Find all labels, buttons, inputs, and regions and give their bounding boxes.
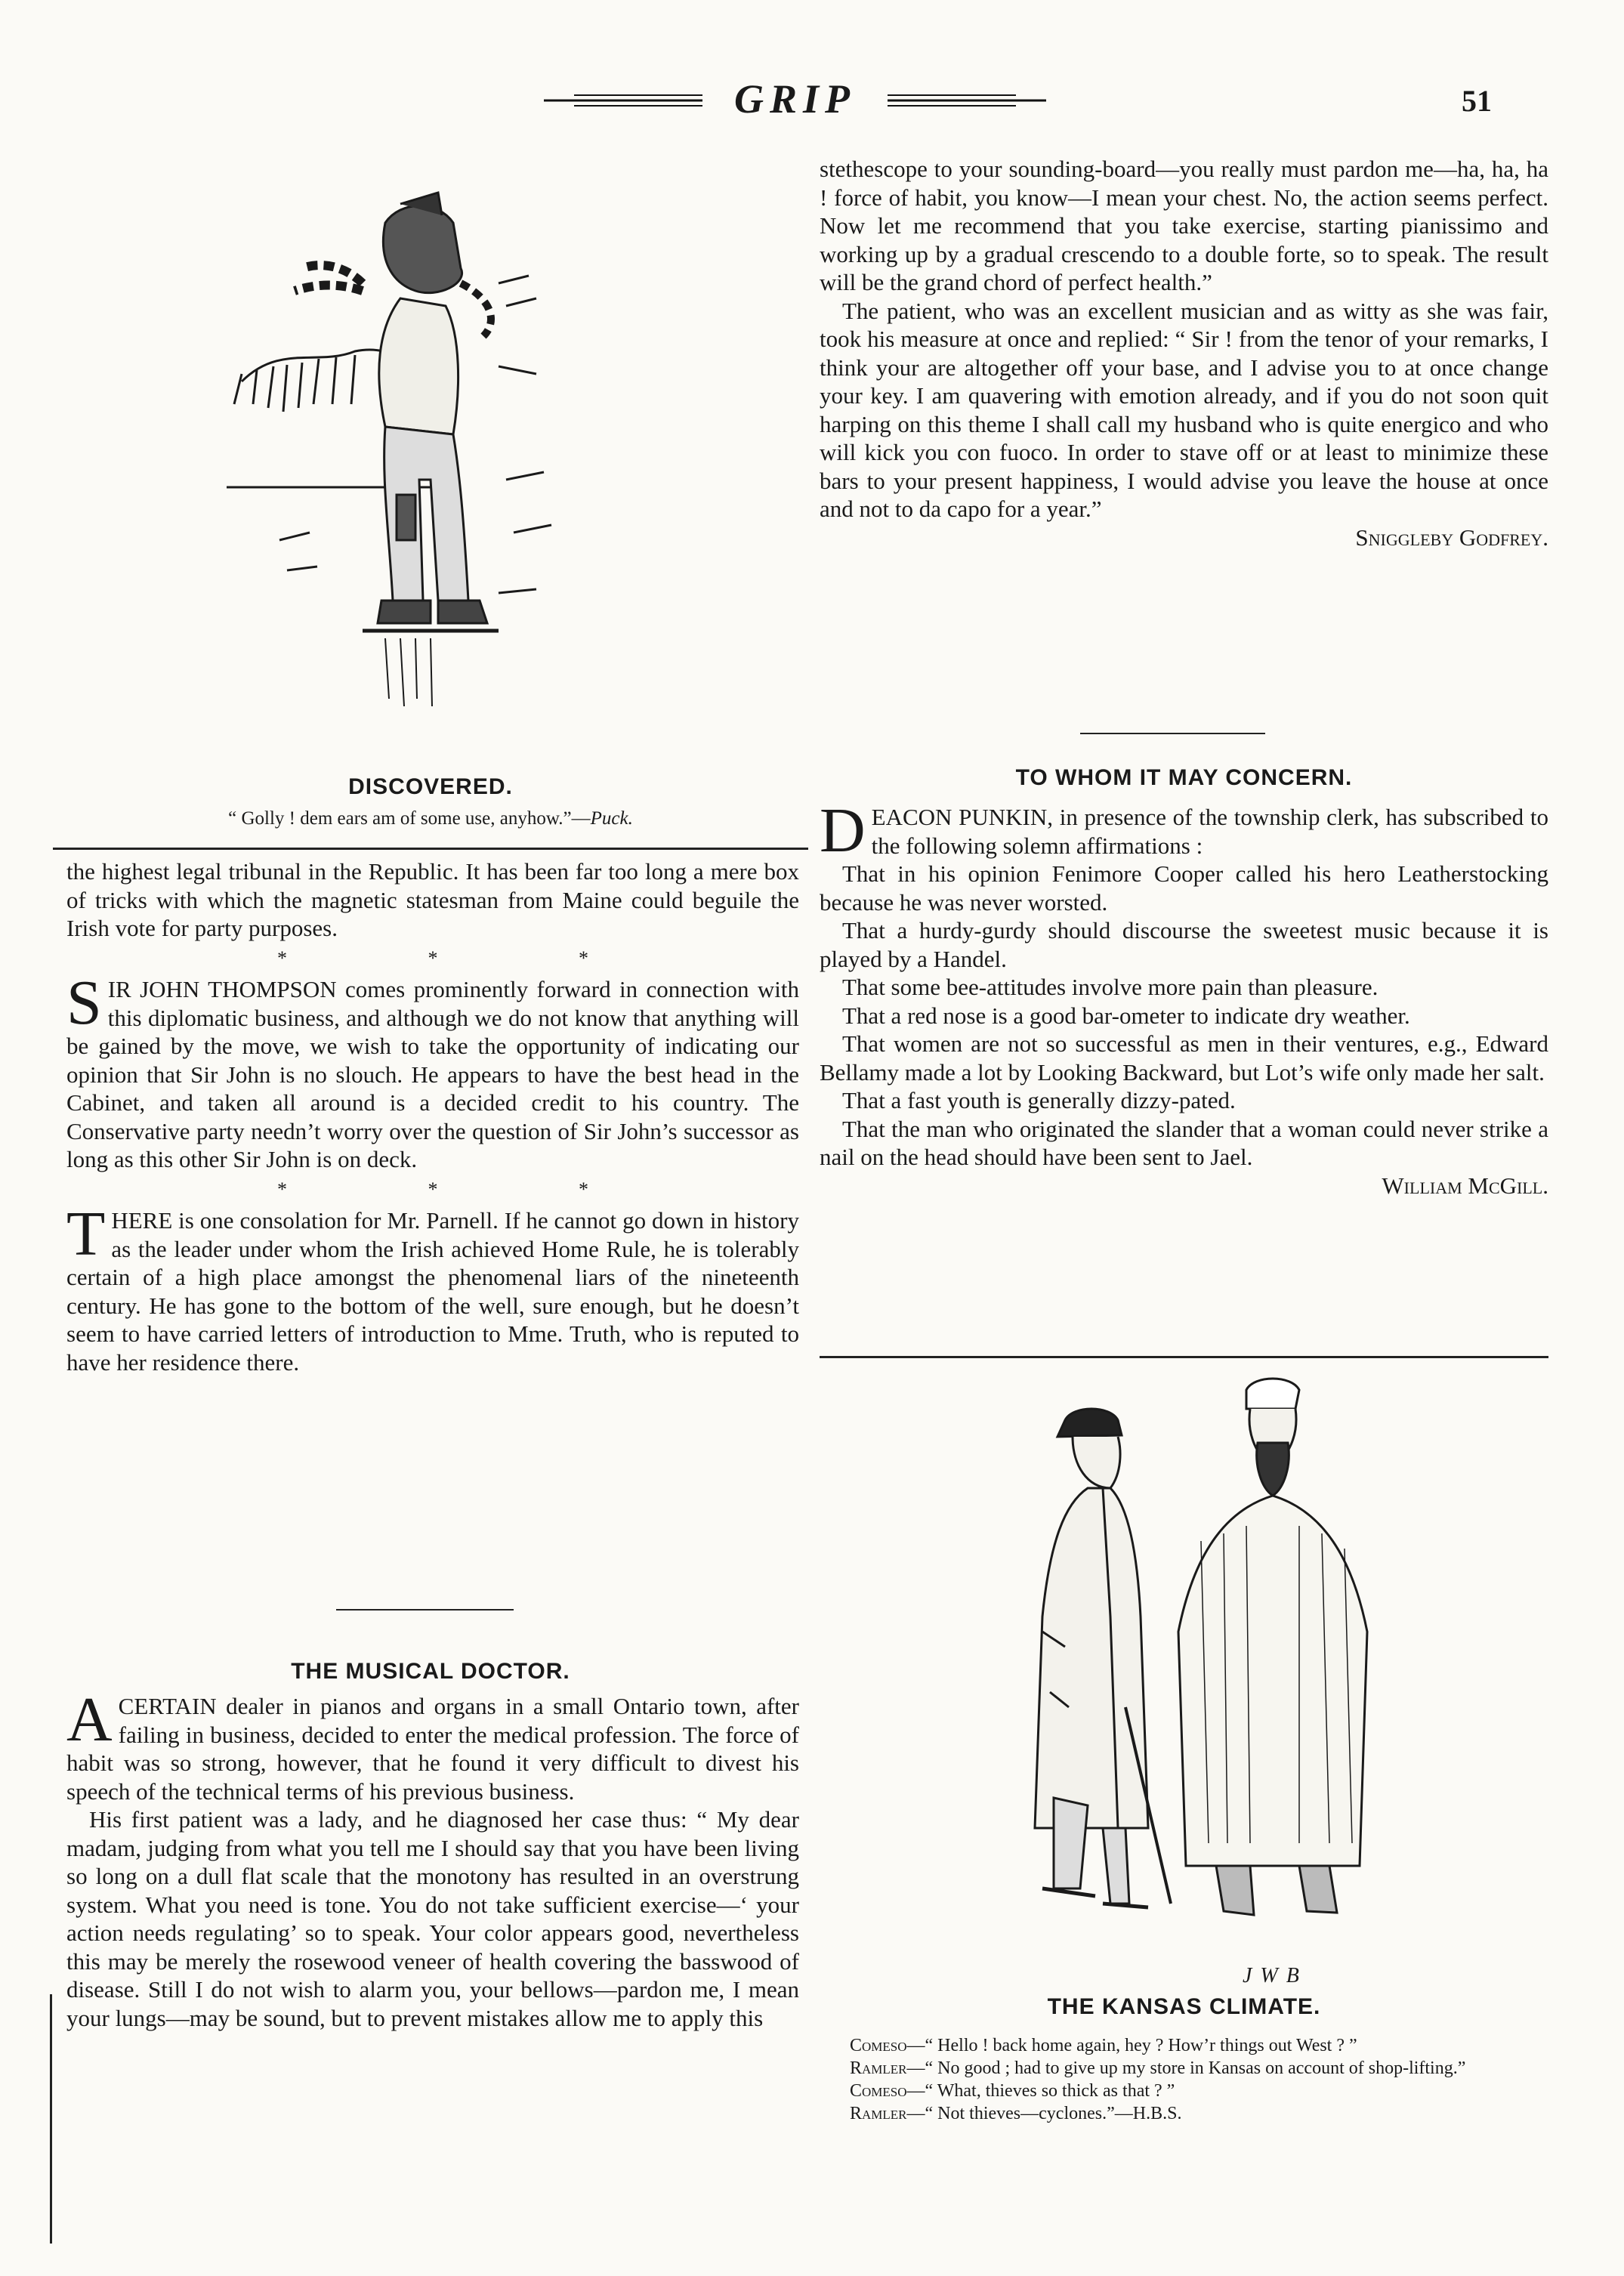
masthead: [529, 76, 1057, 121]
kansas-illustration: [997, 1375, 1420, 1964]
dialogue-line: [827, 2034, 1545, 2057]
dropcap-a: A: [66, 1685, 113, 1755]
discovered-illustration: [211, 178, 634, 721]
musical-paragraph-1-text: CERTAIN dealer in pianos and organs in a small Ontario town, after failing in business, decided to enter the medical profession. The force of habit was so strong, however, that he found it very difficult to divest his speech of the technical terms of his previous business.: [66, 1693, 799, 1805]
discovered-caption: [53, 808, 808, 829]
page-number: 51: [1462, 84, 1492, 118]
concern-heading: TO WHOM IT MAY CONCERN.: [1015, 765, 1353, 790]
concern-column: [820, 795, 1548, 1200]
short-rule-right: [1080, 733, 1265, 734]
dialogue-speaker: Comeso: [850, 2081, 907, 2101]
left-margin-line: [50, 1994, 52, 2244]
dialogue-line: [827, 2057, 1545, 2080]
discovered-caption-source: Puck.: [590, 808, 633, 829]
kansas-heading: THE KANSAS CLIMATE.: [1047, 1994, 1321, 2019]
musical-paragraph-2: His first patient was a lady, and he diagnosed her case thus: “ My dear madam, judging from what you tell me I should say that you have been living so long on a dull flat scale that the monotony has resulted in an overstrung system. What you need is tone. You do not take sufficient exercise—‘ your action needs regulating’ so to speak. Your color appears good, nevertheless this may be merely the rosewood veneer of health covering the basswood of disease. Still I do not wish to alarm you, your bellows—pardon me, I mean your lungs—may be sound, but to prevent mistakes allow me to apply this: [66, 1806, 799, 2031]
left-paragraph-3: [66, 1199, 799, 1376]
musical-doctor-left: [66, 1685, 799, 2032]
dialogue-line: [827, 2102, 1545, 2125]
dialogue-line: [827, 2080, 1545, 2102]
kansas-dialogue: [827, 2034, 1545, 2125]
left-paragraph-3-text: HERE is one consolation for Mr. Parnell. If he cannot go down in history as the leader under whom the Irish achieved Home Rule, he is tolerably certain of a high place amongst the phenomenal liars of the nineteenth century. He has gone to the bottom of the well, sure enough, but he doesn’t seem to have carried letters of introduction to Mme. Truth, who is reputed to have her residence there.: [66, 1207, 799, 1376]
separator-stars-1: * * *: [277, 947, 656, 969]
dialogue-text: —“ No good ; had to give up my store in Kansas on account of shop-lifting.”: [906, 2058, 1466, 2078]
dialogue-text: —“ Hello ! back home again, hey ? How’r things out West ? ”: [906, 2036, 1357, 2055]
left-paragraph-2: [66, 968, 799, 1174]
musical-signature: Sniggleby Godfrey.: [1355, 523, 1548, 551]
kansas-artist-mark: J W B: [1243, 1964, 1301, 1987]
dropcap-t: T: [66, 1199, 106, 1269]
dialogue-speaker: Ramler: [850, 2058, 907, 2078]
dropcap-d: D: [820, 795, 866, 866]
concern-intro-text: EACON PUNKIN, in presence of the township clerk, has subscribed to the following solemn affirmations :: [871, 804, 1548, 859]
short-rule-left: [336, 1609, 514, 1610]
musical-paragraph-1: [66, 1685, 799, 1805]
concern-item: That a fast youth is generally dizzy-pated.: [842, 1087, 1236, 1113]
concern-rule: [820, 1356, 1548, 1358]
separator-stars-2: * * *: [277, 1178, 656, 1200]
dialogue-text: —“ What, thieves so thick as that ? ”: [906, 2081, 1175, 2101]
musical-paragraph-3: stethescope to your sounding-board—you really must pardon me—ha, ha, ha ! force of habit, you know—I mean your chest. No, the action seems perfect. Now let me recommend that you take exercise, starting pianissimo and working up by a gradual crescendo to a double forte, so to speak. The result will be the grand chord of perfect health.”: [820, 156, 1548, 295]
concern-item: That some bee-attitudes involve more pain than pleasure.: [842, 974, 1379, 1000]
concern-intro: [820, 795, 1548, 866]
concern-item: That the man who originated the slander that a woman could never strike a nail on the head should have been sent to Jael.: [820, 1115, 1548, 1170]
musical-doctor-right: [820, 155, 1548, 551]
masthead-left-ornament: [544, 89, 702, 112]
discovered-rule: [53, 848, 808, 850]
left-column: [66, 857, 799, 1376]
masthead-right-ornament: [888, 89, 1046, 112]
dropcap-s: S: [66, 968, 102, 1038]
discovered-caption-quote: “ Golly ! dem ears am of some use, anyhow.”—: [228, 808, 591, 829]
concern-item: That women are not so successful as men in their ventures, e.g., Edward Bellamy made a lot by Looking Backward, but Lot’s wife only made her salt.: [820, 1030, 1548, 1086]
concern-item: That a red nose is a good bar-ometer to indicate dry weather.: [842, 1002, 1410, 1029]
dialogue-speaker: Ramler: [850, 2104, 907, 2123]
left-paragraph-1: the highest legal tribunal in the Republic. It has been far too long a mere box of tricks with which the magnetic statesman from Maine could beguile the Irish vote for party purposes.: [66, 858, 799, 941]
musical-doctor-heading: THE MUSICAL DOCTOR.: [291, 1659, 570, 1684]
musical-paragraph-4: The patient, who was an excellent musician and as witty as she was fair, took his measure at once and replied: “ Sir ! from the tenor of your remarks, I think your are altogether off your base, and I advise you to at once change your key. I am quavering with emotion already, and if you do not soon quit harping on this theme I shall call my husband who is quite energico and who will kick you con fuoco. In order to stave off or at least to minimize these bars to your present happiness, I would advise you leave the house at once and not to da capo for a year.”: [820, 297, 1548, 522]
concern-item: That a hurdy-gurdy should discourse the sweetest music because it is played by a Handel.: [820, 917, 1548, 972]
left-paragraph-2-text: IR JOHN THOMPSON comes prominently forward in connection with this diplomatic business, and although we do not know that anything will be gained by the move, we wish to take the opportunity of indicating our opinion that Sir John is no slouch. He appears to have the best head in the Cabinet, and taken all around is a decided credit to his country. The Conservative party needn’t worry over the question of Sir John’s successor as long as this other Sir John is on deck.: [66, 976, 799, 1172]
dialogue-text: —“ Not thieves—cyclones.”—H.B.S.: [906, 2104, 1182, 2123]
discovered-heading: DISCOVERED.: [348, 774, 513, 799]
dialogue-speaker: Comeso: [850, 2036, 907, 2055]
masthead-title: GRIP: [733, 76, 856, 122]
concern-item: That in his opinion Fenimore Cooper called his hero Leatherstocking because he was never worsted.: [820, 860, 1548, 916]
concern-signature: William McGill.: [1382, 1172, 1548, 1199]
